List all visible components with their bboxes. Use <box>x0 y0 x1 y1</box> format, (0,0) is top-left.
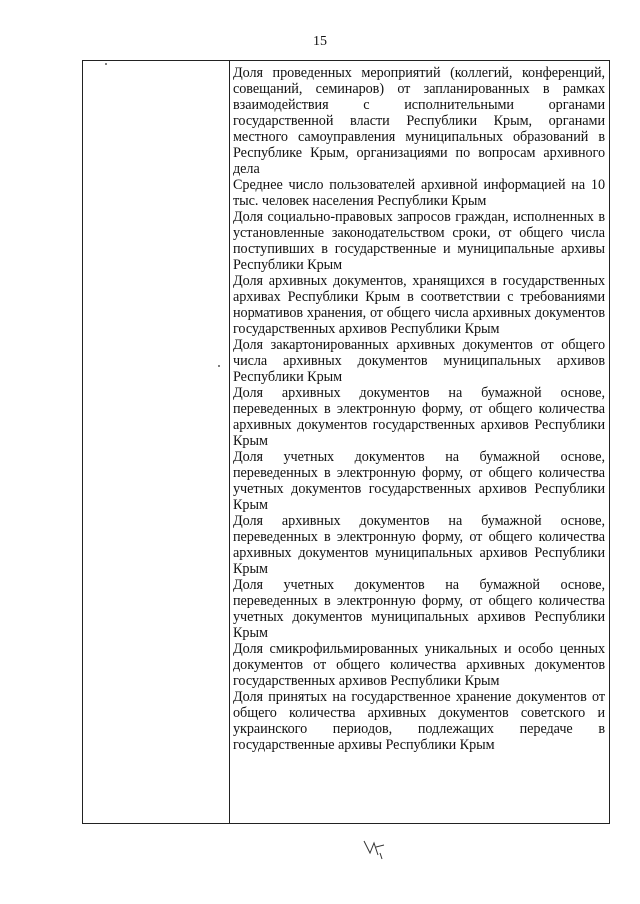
indicators-table <box>82 60 610 824</box>
indicator-text: Доля архивных документов, хранящихся в государственных архивах Республики Крым в соответствии с требованиями нормативов хранения, от общего числа архивных документов государственных архивов Республики Крым <box>233 273 605 337</box>
page-number: 15 <box>313 34 327 49</box>
indicator-text: Доля проведенных мероприятий (коллегий, конференций, совещаний, семинаров) от запланированных в рамках взаимодействия с исполнительными органами государственной власти Республики Крым, органами местного самоуправления муниципальных образований в Республике Крым, организациями по вопросам архивного дела <box>233 65 605 177</box>
column-divider <box>229 61 230 823</box>
indicator-text: Доля архивных документов на бумажной основе, переведенных в электронную форму, от общего количества архивных документов муниципальных архивов Республики Крым <box>233 513 605 577</box>
indicator-text: Доля архивных документов на бумажной основе, переведенных в электронную форму, от общего количества архивных документов государственных архивов Республики Крым <box>233 385 605 449</box>
indicator-text: Доля принятых на государственное хранение документов от общего количества архивных документов советского и украинского периодов, подлежащих передаче в государственные архивы Республики Крым <box>233 689 605 753</box>
indicator-text: Доля социально-правовых запросов граждан, исполненных в установленные законодательством сроки, от общего числа поступивших в государственные и муниципальные архивы Республики Крым <box>233 209 605 273</box>
left-column-empty-cell <box>83 61 229 823</box>
scan-speck <box>218 365 220 367</box>
indicator-text: Доля закартонированных архивных документов от общего числа архивных документов муниципальных архивов Республики Крым <box>233 337 605 385</box>
indicator-text: Доля учетных документов на бумажной основе, переведенных в электронную форму, от общего количества учетных документов муниципальных архивов Республики Крым <box>233 577 605 641</box>
indicator-text: Доля смикрофильмированных уникальных и особо ценных документов от общего количества архивных документов государственных архивов Республики Крым <box>233 641 605 689</box>
indicator-text: Среднее число пользователей архивной информацией на 10 тыс. человек населения Республики Крым <box>233 177 605 209</box>
indicator-text: Доля учетных документов на бумажной основе, переведенных в электронную форму, от общего количества учетных документов государственных архивов Республики Крым <box>233 449 605 513</box>
scan-speck <box>105 63 107 65</box>
indicators-column <box>233 65 605 753</box>
pen-mark-scribble <box>358 833 398 863</box>
